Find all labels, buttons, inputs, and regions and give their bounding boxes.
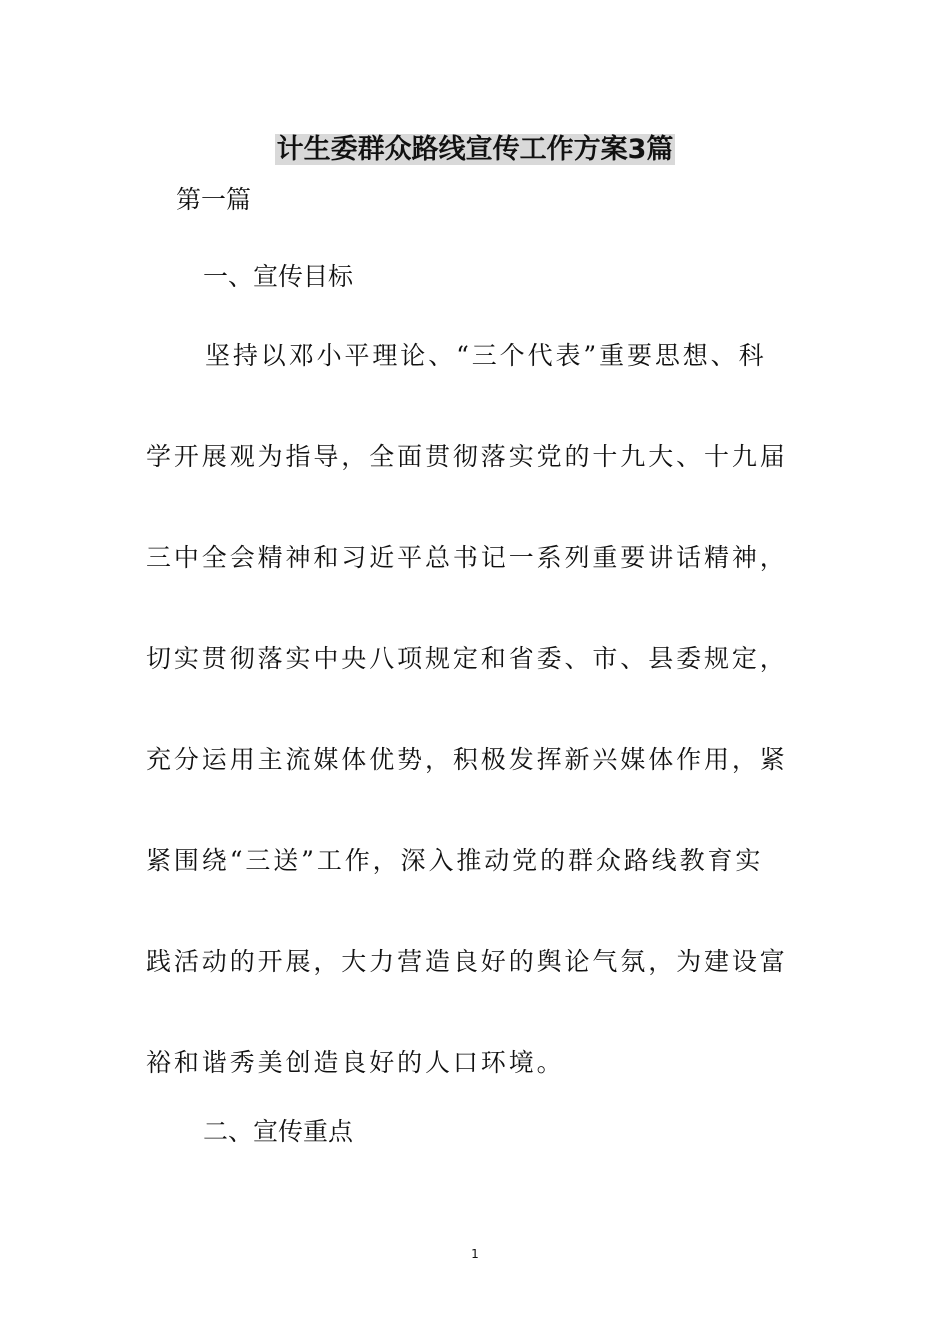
paragraph-line: 践活动的开展，大力营造良好的舆论气氛，为建设富 — [146, 947, 788, 976]
paragraph-line: 三中全会精神和习近平总书记一系列重要讲话精神， — [146, 543, 788, 572]
section-heading-goals: 一、宣传目标 — [203, 262, 354, 291]
section-paragraph-goals — [146, 336, 806, 1144]
document-title — [0, 130, 950, 170]
paragraph-line: 切实贯彻落实中央八项规定和省委、市、县委规定， — [146, 644, 788, 673]
paragraph-line: 坚持以邓小平理论、“三个代表”重要思想、科 — [205, 341, 767, 370]
paragraph-line: 充分运用主流媒体优势，积极发挥新兴媒体作用，紧 — [146, 745, 788, 774]
document-title-text: 计生委群众路线宣传工作方案3篇 — [276, 134, 674, 165]
part-label: 第一篇 — [176, 185, 252, 214]
paragraph-line: 学开展观为指导，全面贯彻落实党的十九大、十九届 — [146, 442, 788, 471]
page-number: 1 — [471, 1247, 479, 1261]
section-heading-focus: 二、宣传重点 — [203, 1117, 354, 1146]
paragraph-line: 裕和谐秀美创造良好的人口环境。 — [146, 1048, 565, 1077]
paragraph-line: 紧围绕“三送”工作，深入推动党的群众路线教育实 — [146, 846, 764, 875]
